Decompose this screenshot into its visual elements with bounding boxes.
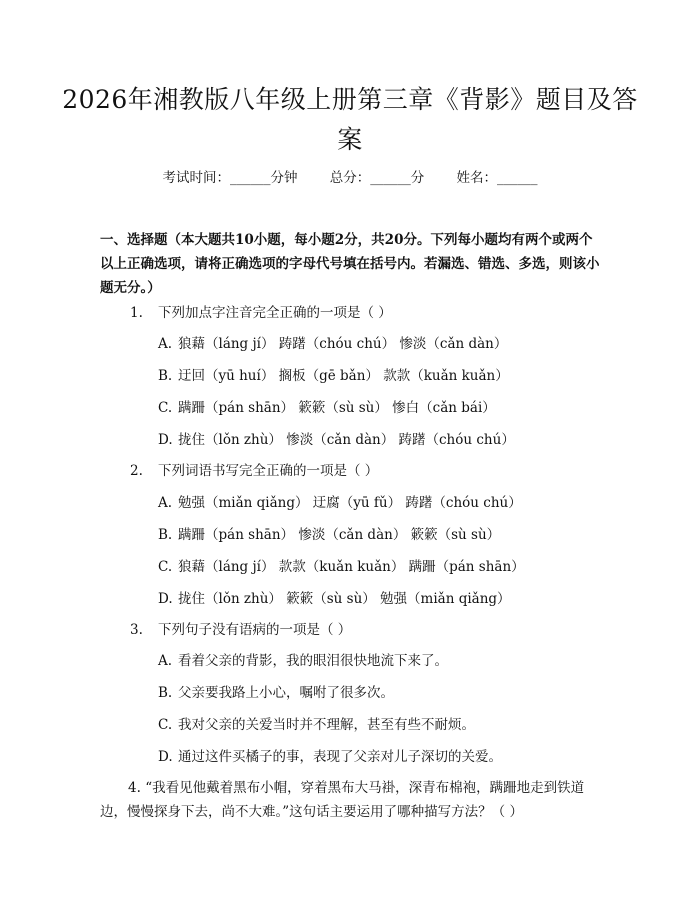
- option-2c: [158, 557, 525, 577]
- option-3a: [158, 651, 448, 671]
- option-letter: B.: [158, 685, 173, 701]
- option-text: 狼藉（láng jí） 款款（kuǎn kuǎn） 蹒跚（pán shān）: [178, 559, 525, 575]
- question-number: 2.: [130, 463, 143, 479]
- question-number: 1.: [130, 305, 143, 321]
- page-title: 2026年湘教版八年级上册第三章《背影》题目及答案: [62, 85, 638, 154]
- exam-time-field: 考试时间：______分钟: [162, 170, 298, 186]
- option-2d: [158, 589, 511, 609]
- option-text: 我对父亲的关爱当时并不理解，甚至有些不耐烦。: [178, 717, 475, 733]
- question-4: [100, 776, 600, 824]
- option-text: 看着父亲的背影，我的眼泪很快地流下来了。: [178, 653, 448, 669]
- option-text: 迂回（yū huí） 搁板（gē bǎn） 款款（kuǎn kuǎn）: [178, 368, 509, 384]
- question-stem: “我看见他戴着黑布小帽，穿着黑布大马褂，深青布棉袍，蹒跚地走到铁道边，慢慢探身下去，尚不大难。”这句话主要运用了哪种描写方法？（ ）: [100, 780, 585, 820]
- option-letter: C.: [158, 559, 173, 575]
- option-1b: [158, 366, 509, 386]
- option-letter: D.: [158, 432, 173, 448]
- option-2a: [158, 493, 522, 513]
- option-3c: [158, 715, 475, 735]
- option-letter: A.: [158, 495, 173, 511]
- option-1d: [158, 430, 515, 450]
- option-text: 通过这件买橘子的事，表现了父亲对儿子深切的关爱。: [178, 749, 502, 765]
- option-letter: B.: [158, 527, 173, 543]
- option-letter: D.: [158, 591, 173, 607]
- exam-meta: [0, 168, 700, 188]
- question-stem: 下列句子没有语病的一项是（ ）: [158, 622, 352, 638]
- option-text: 勉强（miǎn qiǎng） 迂腐（yū fǔ） 踌躇（chóu chú）: [178, 495, 522, 511]
- question-number: 3.: [130, 622, 143, 638]
- option-letter: C.: [158, 400, 173, 416]
- total-score-field: 总分：______分: [329, 170, 425, 186]
- question-stem: 下列加点字注音完全正确的一项是（ ）: [158, 305, 392, 321]
- question-2: [130, 461, 378, 481]
- option-2b: [158, 525, 500, 545]
- name-field: 姓名：______: [456, 170, 538, 186]
- option-text: 狼藉（láng jí） 踌躇（chóu chú） 惨淡（cǎn dàn）: [178, 336, 508, 352]
- question-stem: 下列词语书写完全正确的一项是（ ）: [158, 463, 379, 479]
- question-3: [130, 620, 351, 640]
- option-letter: A.: [158, 653, 173, 669]
- question-1: [130, 303, 392, 323]
- option-text: 父亲要我路上小心，嘱咐了很多次。: [178, 685, 394, 701]
- option-1c: [158, 398, 496, 418]
- question-number: 4.: [128, 780, 141, 796]
- option-text: 拢住（lǒn zhù） 惨淡（cǎn dàn） 踌躇（chóu chú）: [178, 432, 515, 448]
- option-text: 蹒跚（pán shān） 惨淡（cǎn dàn） 簌簌（sù sù）: [178, 527, 501, 543]
- option-letter: D.: [158, 749, 173, 765]
- option-letter: C.: [158, 717, 173, 733]
- option-text: 拢住（lǒn zhù） 簌簌（sù sù） 勉强（miǎn qiǎng）: [178, 591, 511, 607]
- option-letter: A.: [158, 336, 173, 352]
- section-heading: 一、选择题（本大题共10小题，每小题2分，共20分。下列每小题均有两个或两个以上正确选项，请将正确选项的字母代号填在括号内。若漏选、错选、多选，则该小题无分。）: [100, 232, 600, 296]
- option-1a: [158, 334, 507, 354]
- option-letter: B.: [158, 368, 173, 384]
- option-text: 蹒跚（pán shān） 簌簌（sù sù） 惨白（cǎn bái）: [178, 400, 496, 416]
- option-3b: [158, 683, 394, 703]
- option-3d: [158, 747, 502, 767]
